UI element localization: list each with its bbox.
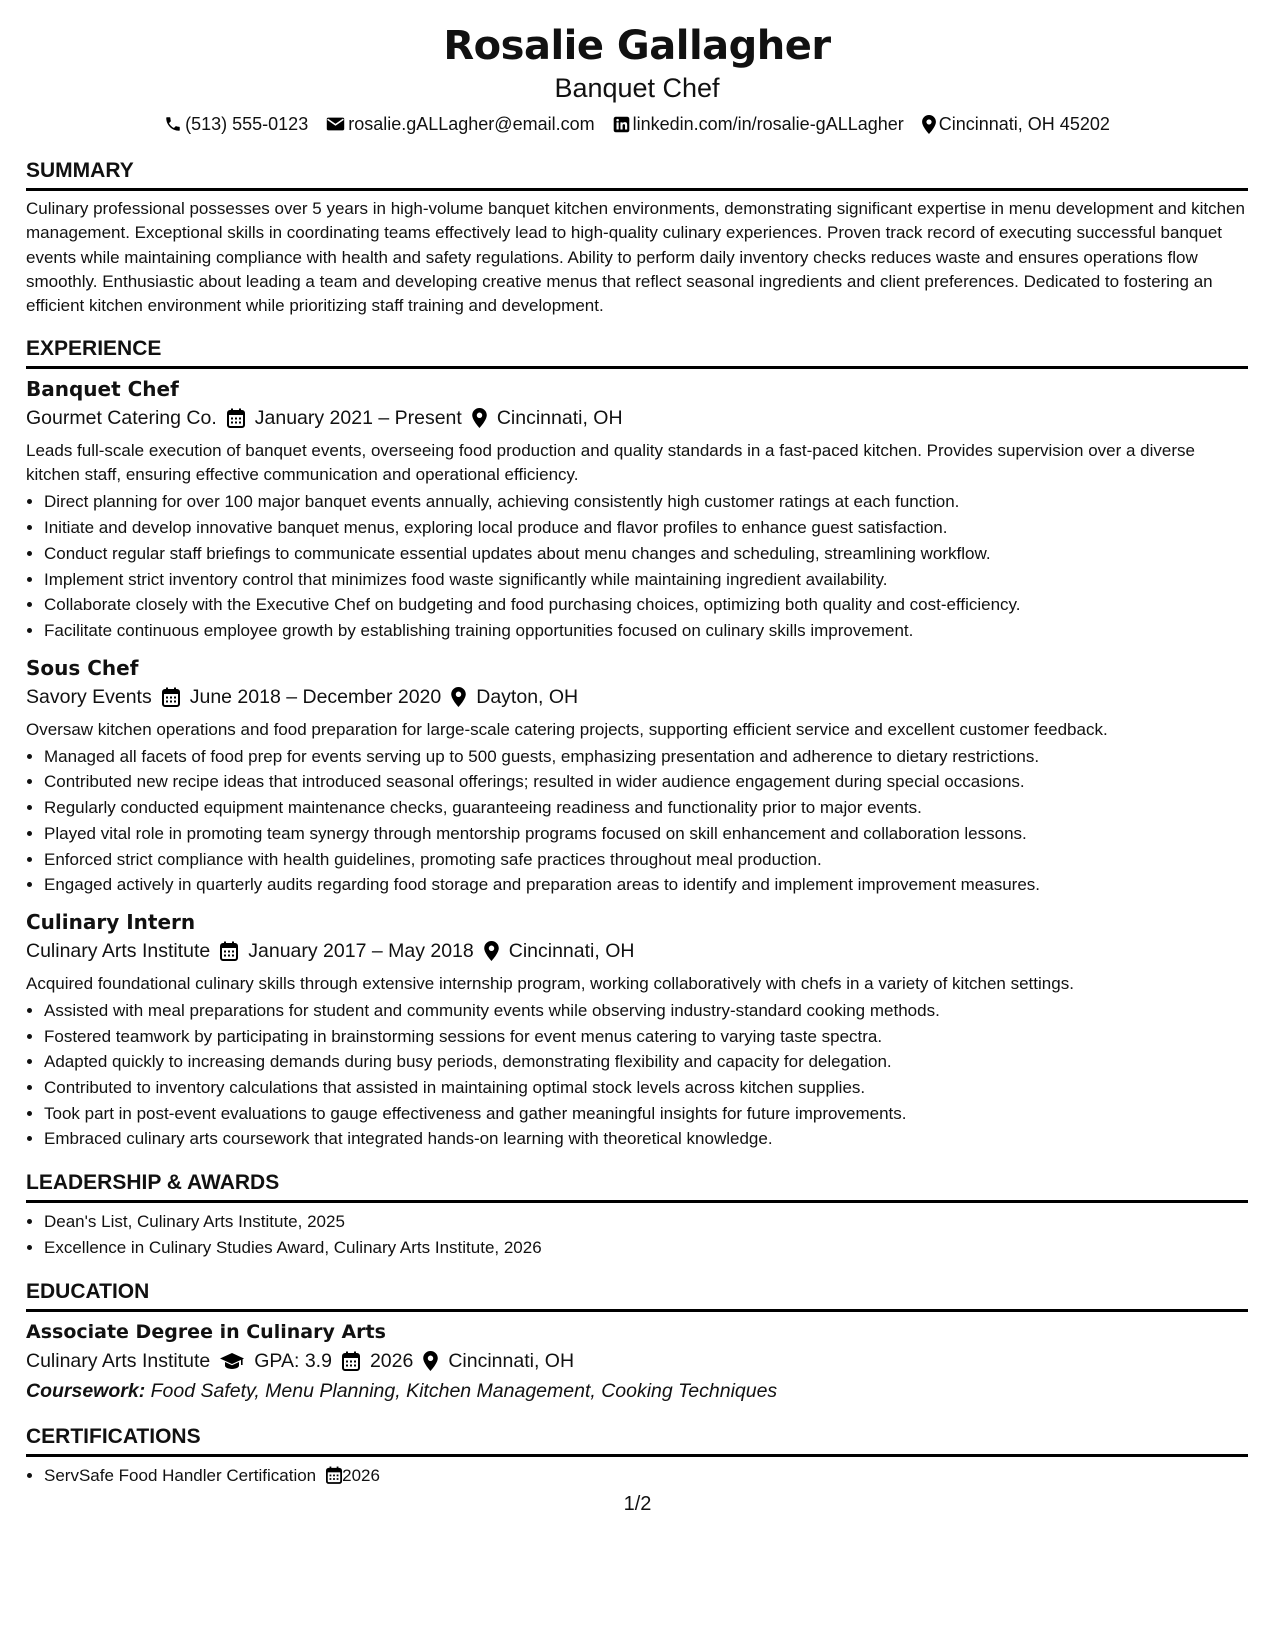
education-location-text: Cincinnati, OH — [448, 1349, 575, 1372]
list-item: • Initiate and develop innovative banquet menus, exploring local produce and flavor profiles to enhance guest satisfaction. — [44, 515, 1248, 541]
linkedin-url[interactable]: linkedin.com/in/rosalie-gALLagher — [632, 114, 904, 134]
job-location-text: Cincinnati, OH — [508, 939, 635, 962]
contact-linkedin — [613, 112, 904, 136]
candidate-role: Banquet Chef — [554, 73, 720, 103]
job-description: Acquired foundational culinary skills through extensive internship program, working collaboratively with chefs in a variety of kitchen settings. — [26, 973, 1074, 993]
leadership-heading: LEADERSHIP & AWARDS — [26, 1170, 1248, 1203]
certifications-heading: CERTIFICATIONS — [26, 1424, 1248, 1457]
job-company: Savory Events — [26, 685, 152, 708]
list-item: • Contributed to inventory calculations that assisted in maintaining optimal stock levels across kitchen supplies. — [44, 1075, 1248, 1101]
list-item: • Contributed new recipe ideas that introduced seasonal offerings; resulted in wider audience engagement during special occasions. — [44, 769, 1248, 795]
job-bullets — [26, 489, 1248, 643]
contact-phone — [164, 112, 308, 136]
graduation-cap-icon — [220, 1352, 244, 1370]
job-dates-text: January 2021 – Present — [254, 407, 462, 430]
certifications-list — [26, 1463, 1248, 1489]
summary-heading: SUMMARY — [26, 158, 1248, 191]
phone-number: (513) 555-0123 — [185, 114, 309, 134]
experience-section — [26, 336, 1248, 1152]
certifications-section — [26, 1424, 1248, 1489]
map-pin-icon — [451, 687, 466, 707]
job-title: Sous Chef — [26, 655, 139, 680]
certification-name: • ServSafe Food Handler Certification — [44, 1465, 317, 1485]
calendar-icon — [220, 941, 238, 961]
job-meta — [26, 403, 1248, 433]
envelope-icon — [326, 116, 345, 132]
awards-list — [26, 1209, 1248, 1260]
map-pin-icon — [423, 1351, 438, 1371]
phone-icon — [164, 115, 182, 133]
list-item: • Conduct regular staff briefings to communicate essential updates about menu changes and scheduling, streamlining workflow. — [44, 541, 1248, 567]
location-text: Cincinnati, OH 45202 — [938, 114, 1110, 134]
job-dates — [220, 936, 474, 966]
summary-section — [26, 158, 1248, 318]
list-item: • Excellence in Culinary Studies Award, Culinary Arts Institute, 2026 — [44, 1235, 1248, 1261]
coursework — [26, 1376, 1248, 1406]
job-location-text: Cincinnati, OH — [496, 407, 623, 430]
calendar-icon — [227, 408, 245, 428]
resume-header — [26, 20, 1248, 136]
list-item: • Embraced culinary arts coursework that integrated hands-on learning with theoretical knowledge. — [44, 1126, 1248, 1152]
certification-year: 2026 — [342, 1465, 380, 1485]
education-heading: EDUCATION — [26, 1279, 1248, 1312]
education-meta — [26, 1346, 1248, 1376]
degree-title: Associate Degree in Culinary Arts — [26, 1320, 386, 1343]
calendar-icon — [342, 1351, 360, 1371]
calendar-icon — [326, 1466, 342, 1484]
candidate-name: Rosalie Gallagher — [443, 23, 831, 69]
job-title: Banquet Chef — [26, 377, 179, 402]
list-item: • Fostered teamwork by participating in brainstorming sessions for event menus catering to varying taste spectra. — [44, 1024, 1248, 1050]
job-company: Gourmet Catering Co. — [26, 407, 217, 430]
list-item: • Took part in post-event evaluations to gauge effectiveness and gather meaningful insights for future improvements. — [44, 1101, 1248, 1127]
list-item: • Assisted with meal preparations for student and community events while observing industry-standard cooking methods. — [44, 998, 1248, 1024]
job-description: Leads full-scale execution of banquet events, overseeing food production and quality standards in a fast-paced kitchen. Provides supervision over a diverse kitchen staff, ensuring effective communication and operational efficiency. — [26, 441, 1195, 485]
certification-entry — [44, 1463, 342, 1489]
school-name: Culinary Arts Institute — [26, 1349, 211, 1372]
email-address[interactable]: rosalie.gALLagher@email.com — [348, 114, 595, 134]
job-entry — [26, 375, 1248, 643]
job-location — [484, 936, 635, 966]
education-year-text: 2026 — [369, 1349, 414, 1372]
map-pin-icon — [484, 941, 499, 961]
education-section — [26, 1279, 1248, 1406]
map-pin-icon — [472, 408, 487, 428]
summary-text: Culinary professional possesses over 5 years in high-volume banquet kitchen environments, demonstrating significant expertise in menu development and kitchen management. Exceptional skills in coordinating teams effectively lead to high-quality culinary experiences. Proven track record of executing successful banquet events while maintaining compliance with health and safety regulations. Ability to perform daily inventory checks reduces waste and ensures operations flow smoothly. Enthusiastic about leading a team and developing creative menus that reflect seasonal ingredients and client preferences. Dedicated to fostering an efficient kitchen environment while prioritizing staff training and development. — [26, 199, 1246, 316]
job-location — [451, 682, 578, 712]
linkedin-icon — [613, 116, 630, 133]
list-item: • Collaborate closely with the Executive Chef on budgeting and food purchasing choices, optimizing both quality and cost-efficiency. — [44, 592, 1248, 618]
list-item: • Played vital role in promoting team synergy through mentorship programs focused on skill enhancement and collaboration lessons. — [44, 821, 1248, 847]
page-number: 1/2 — [623, 1493, 652, 1515]
job-bullets — [26, 744, 1248, 898]
gpa — [220, 1346, 332, 1376]
job-description: Oversaw kitchen operations and food preparation for large-scale catering projects, supporting efficient service and excellent customer feedback. — [26, 719, 1108, 739]
list-item: • Adapted quickly to increasing demands during busy periods, demonstrating flexibility and capacity for delegation. — [44, 1049, 1248, 1075]
list-item: • Implement strict inventory control that minimizes food waste significantly while maintaining ingredient availability. — [44, 567, 1248, 593]
education-year — [342, 1346, 413, 1376]
job-dates-text: January 2017 – May 2018 — [248, 939, 474, 962]
resume-page — [26, 20, 1248, 1488]
job-dates — [227, 403, 462, 433]
leadership-section — [26, 1170, 1248, 1260]
map-pin-icon — [922, 115, 936, 134]
job-meta — [26, 682, 1248, 712]
job-location — [472, 403, 623, 433]
list-item: • Regularly conducted equipment maintenance checks, guaranteeing readiness and functionality prior to major events. — [44, 795, 1248, 821]
contact-email — [326, 112, 594, 136]
list-item: • Direct planning for over 100 major banquet events annually, achieving consistently high customer ratings at each function. — [44, 489, 1248, 515]
contact-location — [922, 112, 1110, 136]
job-meta — [26, 936, 1248, 966]
list-item: • Managed all facets of food prep for events serving up to 500 guests, emphasizing presentation and adherence to dietary restrictions. — [44, 744, 1248, 770]
coursework-list: Food Safety, Menu Planning, Kitchen Management, Cooking Techniques — [150, 1379, 778, 1402]
job-company: Culinary Arts Institute — [26, 939, 211, 962]
list-item: • Facilitate continuous employee growth by establishing training opportunities focused on culinary skills improvement. — [44, 618, 1248, 644]
list-item: • Engaged actively in quarterly audits regarding food storage and preparation areas to identify and implement improvement measures. — [44, 872, 1248, 898]
education-location — [423, 1346, 574, 1376]
job-dates-text: June 2018 – December 2020 — [189, 685, 442, 708]
coursework-label: Coursework: — [26, 1379, 146, 1402]
job-entry — [26, 908, 1248, 1152]
list-item — [44, 1463, 1248, 1489]
contact-line — [26, 112, 1248, 136]
experience-heading: EXPERIENCE — [26, 336, 1248, 369]
job-dates — [162, 682, 442, 712]
gpa-text: GPA: 3.9 — [254, 1349, 332, 1372]
calendar-icon — [162, 687, 180, 707]
job-bullets — [26, 998, 1248, 1152]
list-item: • Dean's List, Culinary Arts Institute, 2025 — [44, 1209, 1248, 1235]
job-location-text: Dayton, OH — [476, 685, 579, 708]
list-item: • Enforced strict compliance with health guidelines, promoting safe practices throughout meal production. — [44, 847, 1248, 873]
job-title: Culinary Intern — [26, 909, 196, 934]
job-entry — [26, 654, 1248, 898]
